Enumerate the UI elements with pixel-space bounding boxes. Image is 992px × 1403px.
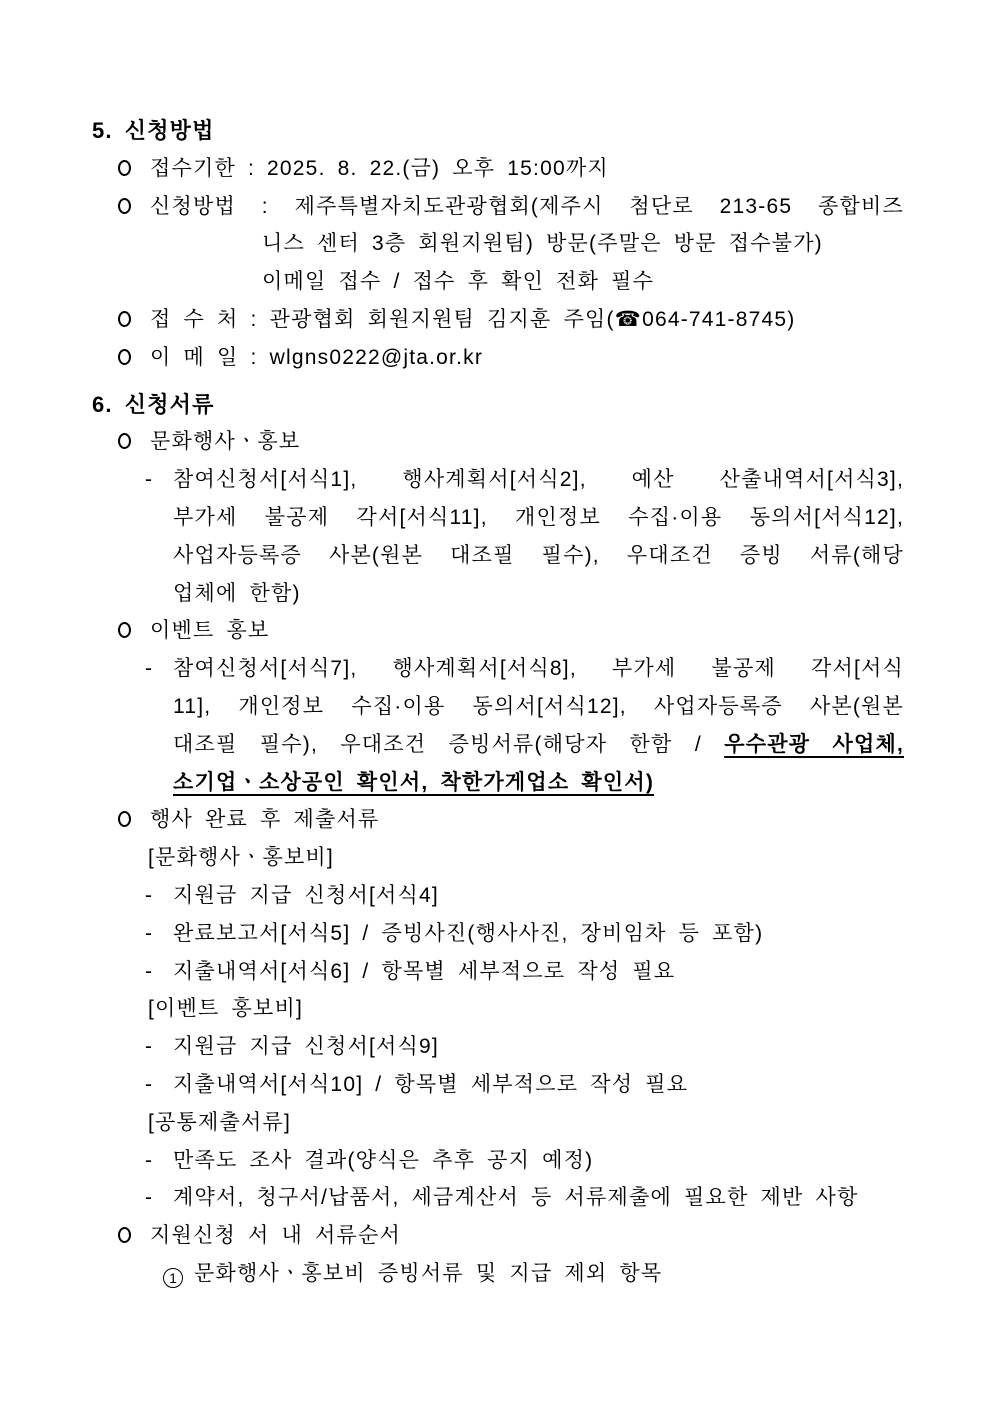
event-docs-line — [92, 650, 904, 688]
line-text — [148, 990, 904, 1028]
line-text — [150, 612, 904, 650]
line-text — [173, 877, 904, 915]
subsidy-request-form4-line — [92, 877, 904, 915]
text-segment: 행사 완료 후 제출서류 — [150, 808, 380, 832]
circle-bullet-icon — [118, 1227, 131, 1243]
circle-bullet-icon — [118, 811, 131, 827]
culture-docs-line — [92, 537, 904, 575]
dash-marker: - — [145, 883, 154, 907]
text-segment: 11], 개인정보 수집·이용 동의서[서식12], 사업자등록증 사본(원본 — [173, 694, 904, 718]
line-text — [173, 575, 904, 613]
section-5-heading — [92, 112, 904, 150]
text-segment: 우수관광 사업체, — [724, 732, 904, 756]
circle-bullet-icon — [118, 311, 131, 327]
satisfaction-survey-line — [92, 1142, 904, 1180]
line-text — [173, 499, 904, 537]
event-promo-item — [92, 612, 904, 650]
dash-marker: - — [145, 657, 154, 681]
line-text — [148, 839, 904, 877]
misc-docs-line — [92, 1179, 904, 1217]
text-segment: 접 수 처 : 관광협회 회원지원팀 김지훈 주임( — [150, 307, 615, 331]
line-text — [150, 339, 904, 377]
line-text — [262, 225, 904, 263]
circle-bullet-icon — [118, 433, 131, 449]
doc-order-item — [92, 1217, 904, 1255]
section-number: 5. — [92, 118, 113, 143]
dash-marker: - — [145, 1072, 154, 1096]
event-docs-line — [92, 726, 904, 764]
culture-promo-fee-label — [92, 839, 904, 877]
line-text — [173, 688, 904, 726]
line-text — [173, 1066, 904, 1104]
text-segment: [문화행사ㆍ홍보비] — [148, 846, 334, 870]
text-segment: 064-741-8745) — [642, 307, 796, 331]
culture-event-promo-item — [92, 423, 904, 461]
dash-marker: - — [145, 921, 154, 945]
apply-method-continuation — [92, 263, 904, 301]
section-title: 신청서류 — [124, 391, 215, 417]
circle-bullet-icon — [118, 349, 131, 365]
line-text — [173, 953, 904, 991]
dash-marker: - — [145, 1186, 154, 1210]
text-segment: 사업자등록증 사본(원본 대조필 필수), 우대조건 증빙 서류(해당 — [173, 543, 904, 567]
expense-statement-form6-line — [92, 953, 904, 991]
text-segment: 지원신청 서 내 서류순서 — [150, 1224, 401, 1248]
receipt-office-item — [92, 301, 904, 339]
text-segment: 지원금 지급 신청서[서식4] — [173, 883, 439, 907]
line-text — [150, 801, 904, 839]
line-text — [173, 461, 904, 499]
line-text — [150, 301, 904, 339]
line-text — [163, 1255, 904, 1293]
text-segment: 업체에 한함) — [173, 581, 301, 605]
common-docs-label — [92, 1104, 904, 1142]
line-text — [173, 1142, 904, 1180]
section-title: 신청방법 — [124, 118, 215, 143]
email-item — [92, 339, 904, 377]
text-segment: 지원금 지급 신청서[서식9] — [173, 1035, 439, 1059]
subsidy-request-form9-line — [92, 1028, 904, 1066]
text-segment: 이벤트 홍보 — [150, 619, 270, 643]
line-text — [150, 423, 904, 461]
event-promo-fee-label — [92, 990, 904, 1028]
culture-docs-line — [92, 461, 904, 499]
line-text — [148, 1104, 904, 1142]
post-event-docs-item — [92, 801, 904, 839]
circled-1-marker: 1 — [163, 1268, 183, 1288]
dash-marker: - — [145, 1148, 154, 1172]
text-segment: 이 메 일 : wlgns0222@jta.or.kr — [150, 345, 484, 369]
line-text — [173, 764, 904, 802]
text-segment: 지출내역서[서식10] / 항목별 세부적으로 작성 필요 — [173, 1072, 689, 1096]
culture-docs-line — [92, 575, 904, 613]
apply-method-continuation — [92, 225, 904, 263]
text-segment: 소기업ㆍ소상공인 확인서, 착한가게업소 확인서) — [173, 770, 655, 794]
line-text — [173, 915, 904, 953]
section-number: 6. — [92, 391, 113, 417]
expense-statement-form10-line — [92, 1066, 904, 1104]
text-segment: 대조필 필수), 우대조건 증빙서류(해당자 한함 / — [173, 732, 725, 756]
text-segment: 참여신청서[서식7], 행사계획서[서식8], 부가세 불공제 각서[서식 — [173, 657, 904, 681]
text-segment: 참여신청서[서식1], 행사계획서[서식2], 예산 산출내역서[서식3], — [173, 468, 904, 492]
text-segment: 신청방법 : 제주특별자치도관광협회(제주시 첨단로 213-65 종합비즈 — [150, 194, 904, 218]
document-body — [0, 112, 992, 1293]
text-segment: 문화행사ㆍ홍보 — [150, 430, 301, 454]
circle-bullet-icon — [118, 160, 131, 176]
text-segment: 이메일 접수 / 접수 후 확인 전화 필수 — [262, 270, 655, 294]
line-text — [173, 537, 904, 575]
dash-marker: - — [145, 959, 154, 983]
line-text — [173, 1028, 904, 1066]
dash-marker: - — [145, 468, 154, 492]
text-segment: 니스 센터 3층 회원지원팀) 방문(주말은 방문 접수불가) — [262, 232, 823, 256]
line-text — [150, 1217, 904, 1255]
text-segment: 완료보고서[서식5] / 증빙사진(행사사진, 장비임차 등 포함) — [173, 921, 764, 945]
circle-bullet-icon — [118, 622, 131, 638]
text-segment: 문화행사ㆍ홍보비 증빙서류 및 지급 제외 항목 — [194, 1261, 663, 1285]
circle-bullet-icon — [118, 198, 131, 214]
text-segment: 접수기한 : 2025. 8. 22.(금) 오후 15:00까지 — [150, 156, 609, 180]
line-text — [150, 150, 904, 188]
phone-icon: ☎ — [614, 307, 643, 331]
line-text — [173, 1179, 904, 1217]
text-segment: 계약서, 청구서/납품서, 세금계산서 등 서류제출에 필요한 제반 사항 — [173, 1186, 859, 1210]
line-text — [150, 188, 904, 226]
text-segment: [공통제출서류] — [148, 1110, 291, 1134]
culture-docs-line — [92, 499, 904, 537]
section-6-heading — [92, 386, 904, 424]
event-docs-line — [92, 688, 904, 726]
event-docs-line — [92, 764, 904, 802]
doc-order-step-1 — [92, 1255, 904, 1293]
text-segment: 부가세 불공제 각서[서식11], 개인정보 수집·이용 동의서[서식12], — [173, 505, 904, 529]
apply-method-item — [92, 188, 904, 226]
line-text — [173, 726, 904, 764]
text-segment: 만족도 조사 결과(양식은 추후 공지 예정) — [173, 1148, 594, 1172]
text-segment: [이벤트 홍보비] — [148, 997, 304, 1021]
text-segment: 지출내역서[서식6] / 항목별 세부적으로 작성 필요 — [173, 959, 676, 983]
line-text — [262, 263, 904, 301]
line-text — [173, 650, 904, 688]
receipt-deadline-item — [92, 150, 904, 188]
completion-report-line — [92, 915, 904, 953]
dash-marker: - — [145, 1035, 154, 1059]
